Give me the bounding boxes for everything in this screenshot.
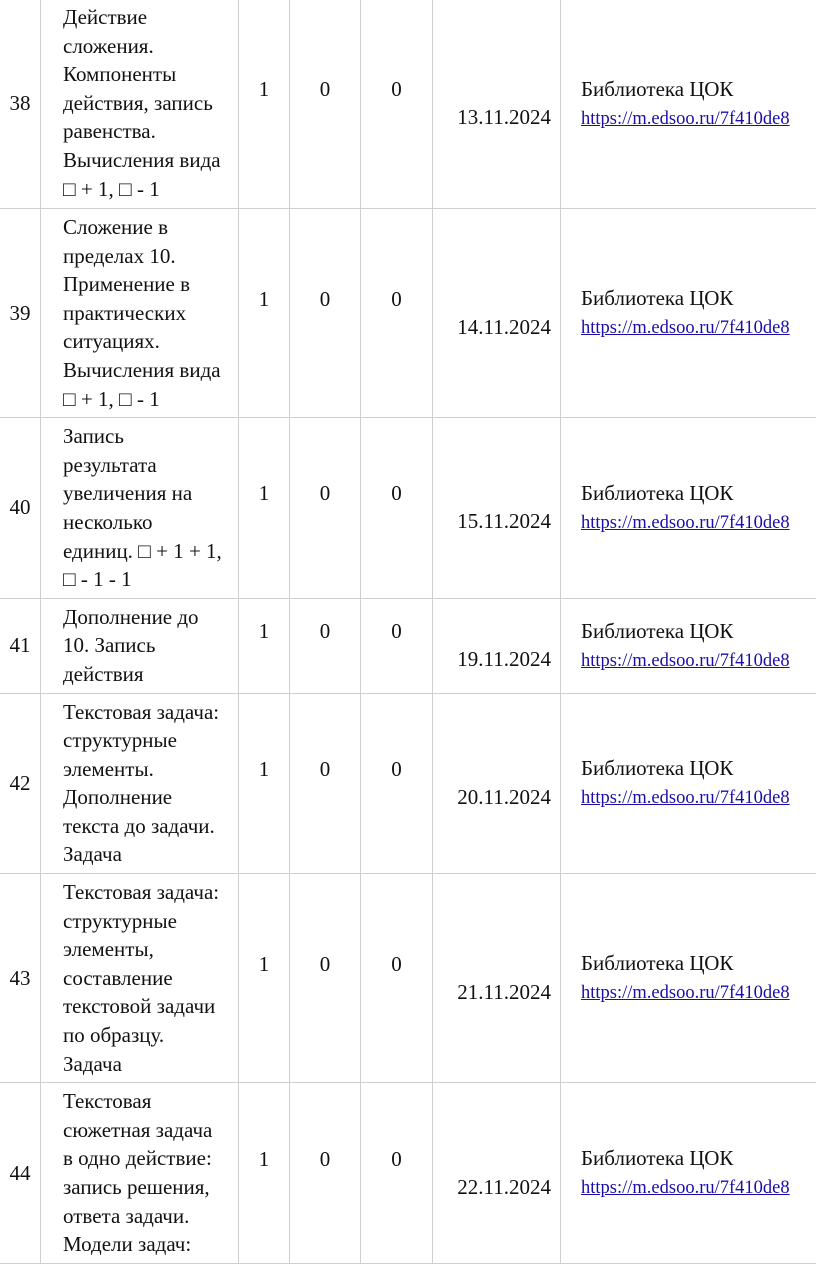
lesson-number: 44 [0, 1083, 41, 1264]
topic-line: 10. Запись [63, 631, 232, 660]
topic-line: несколько [63, 508, 232, 537]
hours-control-cell [290, 874, 361, 1083]
lesson-date-cell [433, 693, 561, 874]
lesson-date-cell [433, 418, 561, 599]
hours-control: 0 [320, 757, 331, 781]
hours-total: 1 [259, 952, 270, 976]
lesson-topic [41, 418, 239, 599]
lesson-number: 38 [0, 0, 41, 209]
hours-practice: 0 [391, 757, 402, 781]
hours-control: 0 [320, 1147, 331, 1171]
hours-total: 1 [259, 481, 270, 505]
resource-link[interactable]: https://m.edsoo.ru/7f410de8 [581, 788, 790, 808]
hours-control: 0 [320, 77, 331, 101]
hours-control: 0 [320, 619, 331, 643]
topic-line: Задача [63, 1050, 232, 1079]
hours-control-cell [290, 1083, 361, 1264]
lesson-number: 42 [0, 693, 41, 874]
hours-control-cell [290, 209, 361, 418]
lesson-date-cell [433, 209, 561, 418]
lesson-number: 41 [0, 598, 41, 693]
topic-line: □ + 1, □ - 1 [63, 175, 232, 204]
table-row [0, 418, 816, 599]
hours-practice-cell [361, 1083, 433, 1264]
lesson-date: 13.11.2024 [457, 105, 551, 129]
topic-line: Действие [63, 3, 232, 32]
hours-total-cell [239, 1083, 290, 1264]
lesson-date-cell [433, 0, 561, 209]
topic-line: пределах 10. [63, 242, 232, 271]
topic-line: ответа задачи. [63, 1202, 232, 1231]
hours-total-cell [239, 693, 290, 874]
hours-total: 1 [259, 1147, 270, 1171]
lesson-topic [41, 0, 239, 209]
hours-practice-cell [361, 209, 433, 418]
topic-line: действия, запись [63, 89, 232, 118]
resource-link[interactable]: https://m.edsoo.ru/7f410de8 [581, 983, 790, 1003]
table-row [0, 874, 816, 1083]
lesson-date: 22.11.2024 [457, 1175, 551, 1199]
lesson-date-cell [433, 1083, 561, 1264]
hours-total-cell [239, 418, 290, 599]
topic-line: сложения. [63, 32, 232, 61]
hours-control-cell [290, 0, 361, 209]
resource-cell [561, 874, 816, 1083]
library-name: Библиотека ЦОК [581, 754, 816, 782]
hours-control: 0 [320, 481, 331, 505]
topic-line: сюжетная задача [63, 1116, 232, 1145]
resource-link[interactable]: https://m.edsoo.ru/7f410de8 [581, 651, 790, 671]
topic-line: структурные [63, 726, 232, 755]
hours-total-cell [239, 209, 290, 418]
topic-line: элементы, [63, 935, 232, 964]
hours-practice: 0 [391, 77, 402, 101]
hours-practice: 0 [391, 287, 402, 311]
table-row [0, 209, 816, 418]
hours-practice-cell [361, 418, 433, 599]
topic-line: элементы. [63, 755, 232, 784]
lesson-topic [41, 209, 239, 418]
hours-control-cell [290, 598, 361, 693]
hours-practice-cell [361, 0, 433, 209]
topic-line: текстовой задачи [63, 992, 232, 1021]
library-name: Библиотека ЦОК [581, 75, 816, 103]
lesson-date-cell [433, 598, 561, 693]
topic-line: ситуациях. [63, 327, 232, 356]
hours-practice: 0 [391, 481, 402, 505]
table-row [0, 0, 816, 209]
topic-line: текста до задачи. [63, 812, 232, 841]
topic-line: Текстовая задача: [63, 698, 232, 727]
resource-cell [561, 1083, 816, 1264]
hours-total-cell [239, 0, 290, 209]
topic-line: □ - 1 - 1 [63, 565, 232, 594]
resource-link[interactable]: https://m.edsoo.ru/7f410de8 [581, 513, 790, 533]
library-name: Библиотека ЦОК [581, 284, 816, 312]
topic-line: Запись [63, 422, 232, 451]
topic-line: увеличения на [63, 479, 232, 508]
hours-practice-cell [361, 598, 433, 693]
lesson-topic [41, 1083, 239, 1264]
lesson-date: 15.11.2024 [457, 509, 551, 533]
resource-cell [561, 209, 816, 418]
hours-control-cell [290, 418, 361, 599]
table-row [0, 598, 816, 693]
lesson-number: 39 [0, 209, 41, 418]
hours-control-cell [290, 693, 361, 874]
lesson-date: 19.11.2024 [457, 647, 551, 671]
topic-line: Применение в [63, 270, 232, 299]
hours-control: 0 [320, 287, 331, 311]
topic-line: Компоненты [63, 60, 232, 89]
resource-link[interactable]: https://m.edsoo.ru/7f410de8 [581, 1178, 790, 1198]
hours-total: 1 [259, 77, 270, 101]
topic-line: Задача [63, 840, 232, 869]
topic-line: Вычисления вида [63, 356, 232, 385]
topic-line: действия [63, 660, 232, 689]
topic-line: Вычисления вида [63, 146, 232, 175]
hours-practice-cell [361, 874, 433, 1083]
resource-cell [561, 418, 816, 599]
topic-line: Модели задач: [63, 1230, 232, 1259]
hours-practice: 0 [391, 1147, 402, 1171]
lesson-number: 43 [0, 874, 41, 1083]
hours-total-cell [239, 598, 290, 693]
topic-line: равенства. [63, 117, 232, 146]
topic-line: в одно действие: [63, 1144, 232, 1173]
lesson-date: 21.11.2024 [457, 980, 551, 1004]
topic-line: Дополнение [63, 783, 232, 812]
hours-practice: 0 [391, 952, 402, 976]
lesson-date: 14.11.2024 [457, 315, 551, 339]
lesson-topic [41, 598, 239, 693]
topic-line: единиц. □ + 1 + 1, [63, 537, 232, 566]
library-name: Библиотека ЦОК [581, 949, 816, 977]
resource-cell [561, 598, 816, 693]
lesson-date: 20.11.2024 [457, 785, 551, 809]
topic-line: Дополнение до [63, 603, 232, 632]
topic-line: □ + 1, □ - 1 [63, 385, 232, 414]
resource-cell [561, 0, 816, 209]
hours-total-cell [239, 874, 290, 1083]
lesson-date-cell [433, 874, 561, 1083]
topic-line: Текстовая задача: [63, 878, 232, 907]
resource-cell [561, 693, 816, 874]
hours-total: 1 [259, 619, 270, 643]
hours-practice-cell [361, 693, 433, 874]
table-row [0, 1083, 816, 1264]
topic-line: практических [63, 299, 232, 328]
topic-line: Сложение в [63, 213, 232, 242]
table-row [0, 693, 816, 874]
topic-line: структурные [63, 907, 232, 936]
hours-control: 0 [320, 952, 331, 976]
hours-practice: 0 [391, 619, 402, 643]
library-name: Библиотека ЦОК [581, 617, 816, 645]
topic-line: результата [63, 451, 232, 480]
library-name: Библиотека ЦОК [581, 479, 816, 507]
resource-link[interactable]: https://m.edsoo.ru/7f410de8 [581, 109, 790, 129]
lesson-topic [41, 874, 239, 1083]
lesson-number: 40 [0, 418, 41, 599]
lesson-topic [41, 693, 239, 874]
hours-total: 1 [259, 757, 270, 781]
topic-line: по образцу. [63, 1021, 232, 1050]
library-name: Библиотека ЦОК [581, 1144, 816, 1172]
topic-line: Текстовая [63, 1087, 232, 1116]
resource-link[interactable]: https://m.edsoo.ru/7f410de8 [581, 318, 790, 338]
topic-line: составление [63, 964, 232, 993]
topic-line: запись решения, [63, 1173, 232, 1202]
hours-total: 1 [259, 287, 270, 311]
